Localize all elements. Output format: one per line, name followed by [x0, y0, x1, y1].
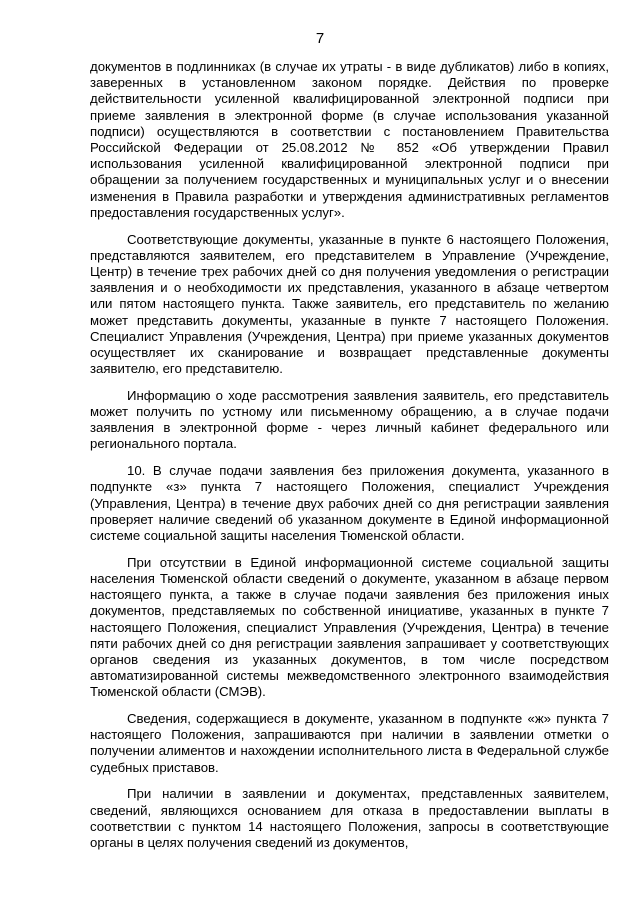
paragraph: Соответствующие документы, указанные в пункте 6 настоящего Положения, представляются заявителем, его представителем в Управление (Учреждение, Центр) в течение трех рабочих дней со дня получения уведомления о регистрации заявления и о необходимости их представления, указанного в абзаце четвертом или пятом настоящего пункта. Также заявитель, его представитель по желанию может представить документы, указанные в пункте 7 настоящего Положения. Специалист Управления (Учреждения, Центра) при приеме указанных документов осуществляет их сканирование и возвращает представленные документы заявителю, его представителю.: [90, 231, 609, 377]
paragraph-continuation: документов в подлинниках (в случае их утраты - в виде дубликатов) либо в копиях, заверенных в установленном законом порядке. Действия по проверке действительности усиленной квалифицированной электронной подписи при приеме заявления в электронной форме (в случае использования указанной подписи) осуществляются в соответствии с постановлением Правительства Российской Федерации от 25.08.2012 № 852 «Об утверждении Правил использования усиленной квалифицированной электронной подписи при обращении за получением государственных и муниципальных услуг и о внесении изменения в Правила разработки и утверждения административных регламентов предоставления государственных услуг».: [90, 59, 609, 220]
paragraph: При наличии в заявлении и документах, представленных заявителем, сведений, являющихся основанием для отказа в предоставлении выплаты в соответствии с пунктом 14 настоящего Положения, запросы в соответствующие органы в целях получения сведений из документов,: [90, 786, 609, 850]
paragraph: При отсутствии в Единой информационной системе социальной защиты населения Тюменской области сведений о документе, указанном в абзаце первом настоящего пункта, а также в случае подачи заявления без приложения иных документов, представляемых по собственной инициативе, указанных в пункте 7 настоящего Положения, специалист Управления (Учреждения, Центра) в течение пяти рабочих дней со дня регистрации заявления запрашивает у соответствующих органов сведения из указанных документов, в том числе посредством автоматизированной системы межведомственного электронного взаимодействия Тюменской области (СМЭВ).: [90, 554, 609, 700]
paragraph-item-10: 10. В случае подачи заявления без приложения документа, указанного в подпункте «з» пункта 7 настоящего Положения, специалист Учреждения (Управления, Центра) в течение двух рабочих дней со дня регистрации заявления проверяет наличие сведений об указанном документе в Единой информационной системе социальной защиты населения Тюменской области.: [90, 463, 609, 543]
document-body: [90, 59, 609, 851]
paragraph: Сведения, содержащиеся в документе, указанном в подпункте «ж» пункта 7 настоящего Положения, запрашиваются при наличии в заявлении отметки о получении алиментов и нахождении исполнительного листа в Федеральной службе судебных приставов.: [90, 711, 609, 775]
page-number: 7: [315, 30, 325, 47]
paragraph: Информацию о ходе рассмотрения заявления заявитель, его представитель может получить по устному или письменному обращению, а в случае подачи заявления в электронной форме - через личный кабинет федерального или регионального портала.: [90, 387, 609, 452]
